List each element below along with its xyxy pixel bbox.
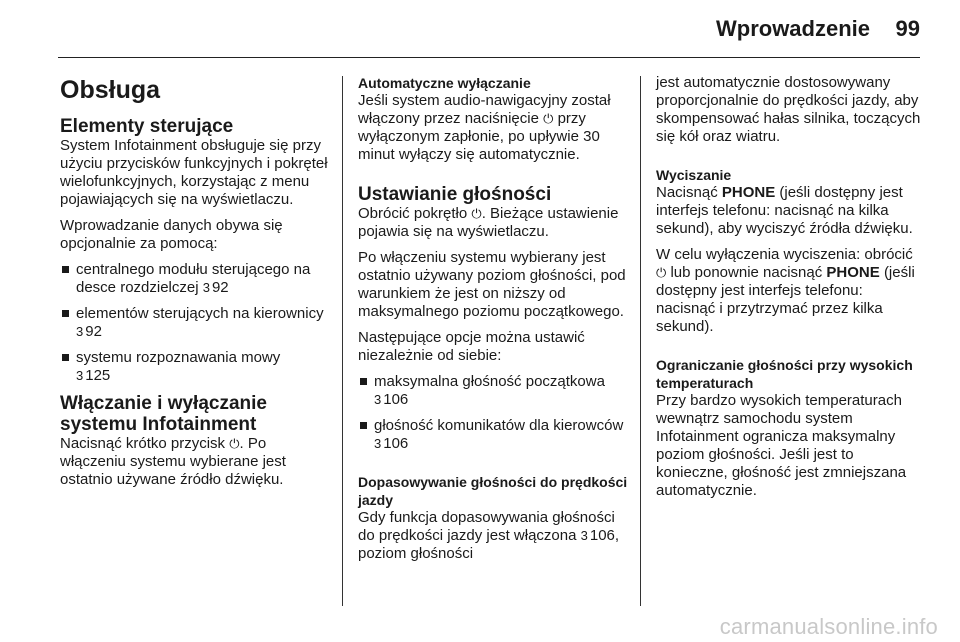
bullet-list [358, 373, 628, 453]
chapter-title: Wprowadzenie [715, 16, 870, 41]
subheading-dopasowywanie: Dopasowywanie głośności do prędkości jazdy [358, 474, 628, 508]
paragraph: Gdy funkcja dopasowywania głośności do prędkości jazdy jest włączona 3 106, poziom głośności [358, 509, 620, 562]
paragraph: Po włączeniu systemu wybierany jest ostatnio używany poziom głośności, pod warunkiem że jest on niższy od maksymalnego poziomu początkowego. [358, 249, 626, 320]
power-icon: ⏻ [471, 206, 482, 221]
paragraph: Przy bardzo wysokich temperaturach wewnątrz samochodu system Infotainment ogranicza maksymalny poziom głośności. Jeśli jest to konieczne, głośność jest zmniejszana automatycznie. [656, 392, 907, 499]
paragraph: Jeśli system audio-nawigacyjny został włączony przez naciśnięcie ⏻ przy wyłączonym zapłonie, po upływie 30 minut wyłączy się automatycznie. [358, 92, 611, 163]
subheading-elementy: Elementy sterujące [60, 116, 234, 137]
column-divider-2 [640, 76, 641, 606]
page-ref-icon: 3 [374, 436, 382, 451]
power-icon: ⏻ [229, 436, 240, 451]
subheading-wlaczanie: Włączanie i wyłączanie systemu Infotainment [60, 393, 267, 435]
paragraph: Następujące opcje można ustawić niezależnie od siebie: [358, 329, 585, 364]
paragraph: Wprowadzanie danych obywa się opcjonalnie za pomocą: [60, 217, 283, 252]
section-heading-obsluga: Obsługa [60, 76, 161, 104]
bullet-list [60, 261, 328, 385]
subheading-ograniczanie: Ograniczanie głośności przy wysokich temperaturach [656, 357, 913, 391]
list-item: centralnego modułu sterującego na desce rozdzielczej 3 92 [60, 261, 328, 297]
page-ref-icon: 3 [580, 528, 588, 543]
column-1 [60, 76, 328, 497]
paragraph: Obrócić pokrętło ⏻. Bieżące ustawienie pojawia się na wyświetlaczu. [358, 205, 619, 240]
watermark: carmanualsonline.info [719, 614, 938, 639]
page-ref-icon: 3 [374, 392, 382, 407]
paragraph: jest automatycznie dostosowywany proporcjonalnie do prędkości jazdy, aby skompensować hałas silnika, toczących się kół oraz wiatru. [656, 74, 921, 145]
page-header [0, 0, 960, 58]
header-rule [58, 57, 920, 58]
list-item: elementów sterujących na kierownicy 3 92 [60, 305, 328, 341]
paragraph: W celu wyłączenia wyciszenia: obrócić ⏻ lub ponownie nacisnąć PHONE (jeśli dostępny jest interfejs telefonu: nacisnąć i przytrzymać przez kilka sekund). [656, 246, 915, 335]
page-number: 99 [895, 16, 920, 41]
page-ref-icon: 3 [202, 280, 210, 295]
phone-key-label: PHONE [826, 264, 880, 281]
power-icon: ⏻ [656, 265, 667, 280]
power-icon: ⏻ [543, 111, 554, 126]
paragraph: Nacisnąć krótko przycisk ⏻. Po włączeniu systemu wybierane jest ostatnio używane źródło dźwięku. [60, 435, 286, 488]
list-item: głośność komunikatów dla kierowców 3 106 [358, 417, 628, 453]
list-item: systemu rozpoznawania mowy 3 125 [60, 349, 328, 385]
subheading-automatyczne: Automatyczne wyłączanie [358, 75, 531, 91]
column-2 [358, 74, 628, 571]
phone-key-label: PHONE [721, 184, 776, 201]
page-ref-icon: 3 [76, 368, 84, 383]
page-ref-icon: 3 [76, 324, 84, 339]
list-item: maksymalna głośność początkowa 3 106 [358, 373, 628, 409]
subheading-wyciszanie: Wyciszanie [656, 167, 732, 183]
paragraph: Nacisnąć PHONE (jeśli dostępny jest interfejs telefonu: nacisnąć na kilka sekund), aby wyciszyć źródła dźwięku. [656, 184, 913, 237]
subheading-glosnosc: Ustawianie głośności [358, 184, 552, 205]
column-3 [656, 74, 926, 508]
column-divider-1 [342, 76, 343, 606]
paragraph: System Infotainment obsługuje się przy użyciu przycisków funkcyjnych i pokręteł wielofunkcyjnych, korzystając z menu pojawiających się na wyświetlaczu. [60, 137, 328, 208]
